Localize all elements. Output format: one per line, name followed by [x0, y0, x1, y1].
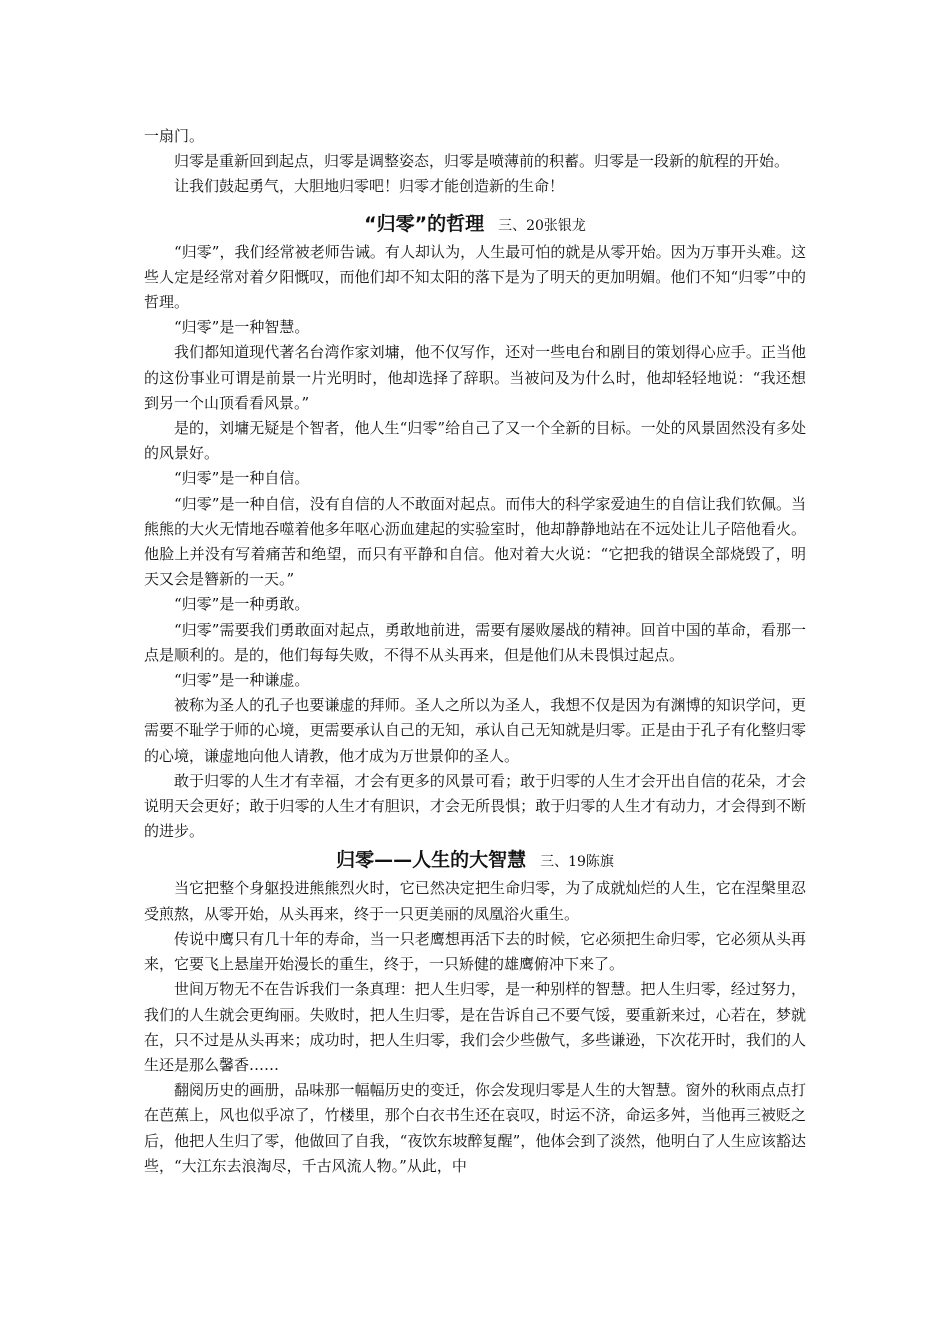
- body-paragraph: 是的，刘墉无疑是个智者，他人生“归零”给自己了又一个全新的目标。一处的风景固然没有多处的风景好。: [144, 419, 806, 463]
- body-paragraph: “归零”，我们经常被老师告诫。有人却认为，人生最可怕的就是从零开始。因为万事开头难。这些人定是经常对着夕阳慨叹，而他们却不知太阳的落下是为了明天的更加明媚。他们不知“归零”中的哲理。: [144, 242, 806, 312]
- section-wisdom: [144, 846, 806, 1178]
- body-paragraph: 世间万物无不在告诉我们一条真理：把人生归零，是一种别样的智慧。把人生归零，经过努力，我们的人生就会更绚丽。失败时，把人生归零，是在告诉自己不要气馁，要重新来过，心若在，梦就在，只不过是从头再来；成功时，把人生归零，我们会少些傲气，多些谦逊，下次花开时，我们的人生还是那么馨香……: [144, 980, 806, 1074]
- body-paragraph: “归零”是一种自信，没有自信的人不敢面对起点。而伟大的科学家爱迪生的自信让我们钦佩。当熊熊的大火无情地吞噬着他多年呕心沥血建起的实验室时，他却静静地站在不远处让儿子陪他看火。他脸上并没有写着痛苦和绝望，而只有平静和自信。他对着大火说：“它把我的错误全部烧毁了，明天又会是簪新的一天。”: [144, 494, 806, 589]
- section-author: 三、19陈旗: [540, 854, 614, 871]
- body-paragraph: “归零”是一种谦虚。: [174, 671, 310, 690]
- body-paragraph: 被称为圣人的孔子也要谦虚的拜师。圣人之所以为圣人，我想不仅是因为有渊博的知识学问，更需要不耻学于师的心境，更需要承认自己的无知，承认自己无知就是归零。正是由于孔子有化整归零的心境，谦虚地向他人请教，他才成为万世景仰的圣人。: [144, 696, 806, 765]
- body-paragraph: 传说中鹰只有几十年的寿命，当一只老鹰想再活下去的时候，它必须把生命归零，它必须从头再来，它要飞上悬崖开始漫长的重生，终于，一只矫健的雄鹰俯冲下来了。: [144, 929, 806, 974]
- body-paragraph: “归零”是一种自信。: [174, 469, 310, 488]
- section-heading: [144, 210, 806, 240]
- body-paragraph: 敢于归零的人生才有幸福，才会有更多的风景可看；敢于归零的人生才会开出自信的花朵，才会说明天会更好；敢于归零的人生才有胆识，才会无所畏惧；敢于归零的人生才有动力，才会得到不断的进步。: [144, 771, 806, 841]
- body-paragraph: “归零”是一种智慧。: [174, 318, 310, 337]
- document-page: [144, 124, 806, 1179]
- section-heading: [144, 846, 806, 876]
- body-paragraph: “归零”需要我们勇敢面对起点，勇敢地前进，需要有屡败屡战的精神。回首中国的革命，看那一点是顺利的。是的，他们每每失败，不得不从头再来，但是他们从未畏惧过起点。: [144, 620, 806, 664]
- body-paragraph: 翻阅历史的画册，品味那一幅幅历史的变迁，你会发现归零是人生的大智慧。窗外的秋雨点点打在芭蕉上，风也似乎凉了，竹楼里，那个白衣书生还在哀叹，时运不济，命运多舛，当他再三被贬之后，他把人生归了零，他做回了自我，“夜饮东坡醉复醒”，他体会到了淡然，他明白了人生应该豁达些，“大江东去浪淘尽，千古风流人物。”从此，中: [144, 1081, 806, 1175]
- intro-section: [144, 124, 806, 200]
- section-title: “归零”的哲理: [364, 212, 485, 235]
- intro-paragraph: 归零是重新回到起点，归零是调整姿态，归零是喷薄前的积蓄。归零是一段新的航程的开始。: [174, 152, 790, 171]
- body-paragraph: “归零”是一种勇敢。: [174, 595, 310, 614]
- section-philosophy: [144, 210, 806, 845]
- body-paragraph: 我们都知道现代著名台湾作家刘墉，他不仅写作，还对一些电台和剧目的策划得心应手。正当他的这份事业可谓是前景一片光明时，他却选择了辞职。当被问及为什么时，他却轻轻地说：“我还想到另一个山顶看看风景。”: [144, 343, 806, 412]
- intro-paragraph: 让我们鼓起勇气，大胆地归零吧！归零才能创造新的生命！: [174, 177, 565, 196]
- section-author: 三、20张银龙: [498, 217, 586, 234]
- intro-paragraph: 一扇门。: [144, 127, 205, 145]
- body-paragraph: 当它把整个身躯投进熊熊烈火时，它已然决定把生命归零，为了成就灿烂的人生，它在涅槃里忍受煎熬，从零开始，从头再来，终于一只更美丽的凤凰浴火重生。: [144, 879, 806, 923]
- section-title: 归零——人生的大智慧: [336, 849, 527, 872]
